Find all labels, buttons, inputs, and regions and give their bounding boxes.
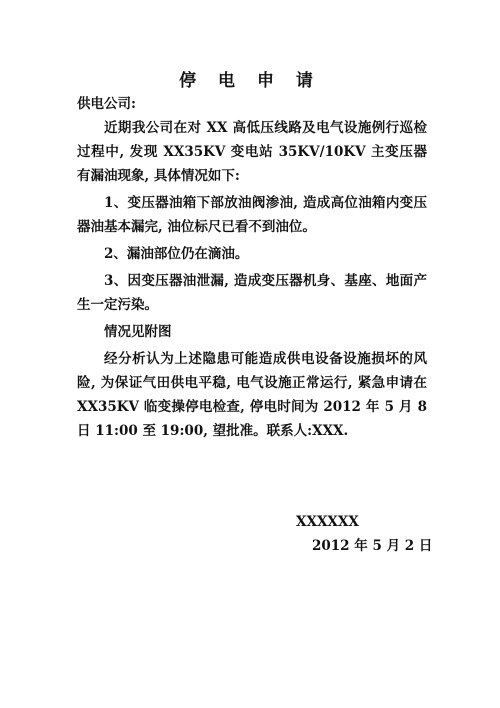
document-title: 停 电 申 请 (179, 71, 321, 91)
document-date: 2012 年 5 月 2 日 (312, 538, 433, 554)
paragraph-intro: 近期我公司在对 XX 高低压线路及电气设施例行巡检过程中, 发现 XX35KV 变电站 35KV/10KV 主变压器有漏油现象, 具体情况如下: (77, 120, 427, 184)
signature: XXXXXX (296, 514, 359, 530)
paragraph-item-2: 2、漏油部位仍在滴油。 (104, 246, 249, 262)
paragraph-item-1: 1、变压器油箱下部放油阀渗油, 造成高位油箱内变压器油基本漏完, 油位标尺已看不到油位。 (77, 195, 427, 235)
paragraph-request: 经分析认为上述隐患可能造成供电设备设施损坏的风险, 为保证气田供电平稳, 电气设施正常运行, 紧急申请在 XX35KV 临变操停电检查, 停电时间为 2012 年 5 月 8 日 11:00 至 19:00, 望批准。联系人:XXX. (77, 351, 427, 439)
paragraph-attachment-note: 情况见附图 (104, 324, 172, 340)
salutation: 供电公司: (77, 96, 136, 112)
document-body (77, 116, 427, 443)
paragraph-item-3: 3、因变压器油泄漏, 造成变压器机身、基座、地面产生一定污染。 (77, 273, 427, 313)
